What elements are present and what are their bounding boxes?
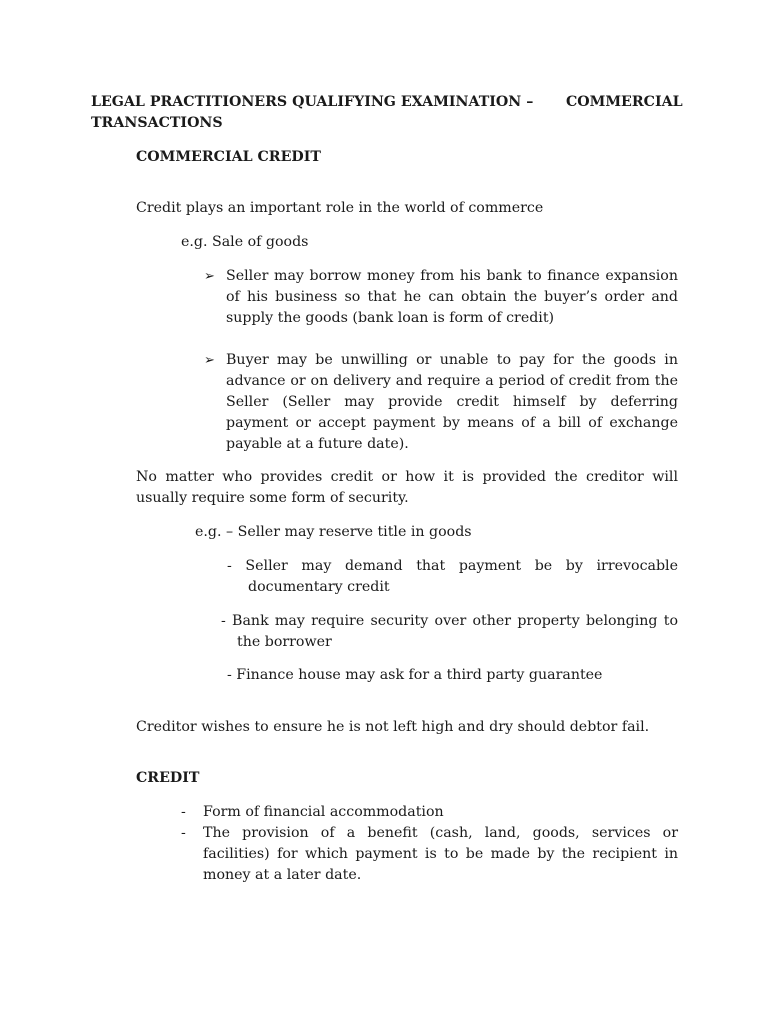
header-title-line1-left: LEGAL PRACTITIONERS QUALIFYING EXAMINATION – bbox=[91, 94, 534, 110]
paragraph-line: usually require some form of security. bbox=[136, 490, 409, 506]
dash-item-finance-house: - Finance house may ask for a third party guarantee bbox=[227, 667, 603, 683]
bullet-line: payment or accept payment by means of a bill of exchange bbox=[226, 415, 678, 431]
intro-paragraph: Credit plays an important role in the world of commerce bbox=[136, 200, 544, 216]
credit-item-financial-accommodation: Form of financial accommodation bbox=[203, 804, 444, 820]
dash-item-bank-security bbox=[221, 611, 678, 653]
paragraph-line: No matter who provides credit or how it is provided the creditor will bbox=[136, 469, 678, 485]
dash-line: documentary credit bbox=[248, 579, 390, 595]
item-line: facilities) for which payment is to be made by the recipient in bbox=[203, 846, 678, 862]
header-title-line1-right: COMMERCIAL bbox=[566, 94, 683, 110]
dash-item-documentary-credit bbox=[227, 556, 678, 598]
bullet-line: advance or on delivery and require a period of credit from the bbox=[226, 373, 678, 389]
credit-item-provision-of-benefit bbox=[203, 823, 678, 886]
bullet-buyer-unwilling bbox=[226, 350, 678, 455]
bullet-line: Seller (Seller may provide credit himself by deferring bbox=[226, 394, 678, 410]
bullet-seller-borrow bbox=[226, 266, 678, 329]
dash-line: - Seller may demand that payment be by irrevocable bbox=[227, 558, 678, 574]
section-heading-credit: CREDIT bbox=[136, 770, 200, 786]
example-sale-of-goods: e.g. Sale of goods bbox=[181, 234, 309, 250]
bullet-line: Buyer may be unwilling or unable to pay for the goods in bbox=[226, 352, 678, 368]
arrow-bullet-icon: ➢ bbox=[204, 353, 215, 368]
item-line: The provision of a benefit (cash, land, goods, services or bbox=[203, 825, 678, 841]
dash-marker: - bbox=[181, 804, 186, 820]
security-paragraph bbox=[136, 467, 678, 509]
bullet-line: of his business so that he can obtain the buyer’s order and bbox=[226, 289, 678, 305]
bullet-line: supply the goods (bank loan is form of credit) bbox=[226, 310, 555, 326]
bullet-line: Seller may borrow money from his bank to finance expansion bbox=[226, 268, 678, 284]
dash-line: the borrower bbox=[237, 634, 332, 650]
example-reserve-title: e.g. – Seller may reserve title in goods bbox=[195, 524, 472, 540]
dash-marker: - bbox=[181, 825, 186, 841]
conclusion-paragraph: Creditor wishes to ensure he is not left high and dry should debtor fail. bbox=[136, 719, 650, 735]
bullet-line: payable at a future date). bbox=[226, 436, 409, 452]
section-heading-commercial-credit: COMMERCIAL CREDIT bbox=[136, 149, 321, 165]
dash-line: - Bank may require security over other property belonging to bbox=[221, 613, 678, 629]
arrow-bullet-icon: ➢ bbox=[204, 269, 215, 284]
item-line: money at a later date. bbox=[203, 867, 362, 883]
header-title-line2: TRANSACTIONS bbox=[91, 115, 223, 131]
